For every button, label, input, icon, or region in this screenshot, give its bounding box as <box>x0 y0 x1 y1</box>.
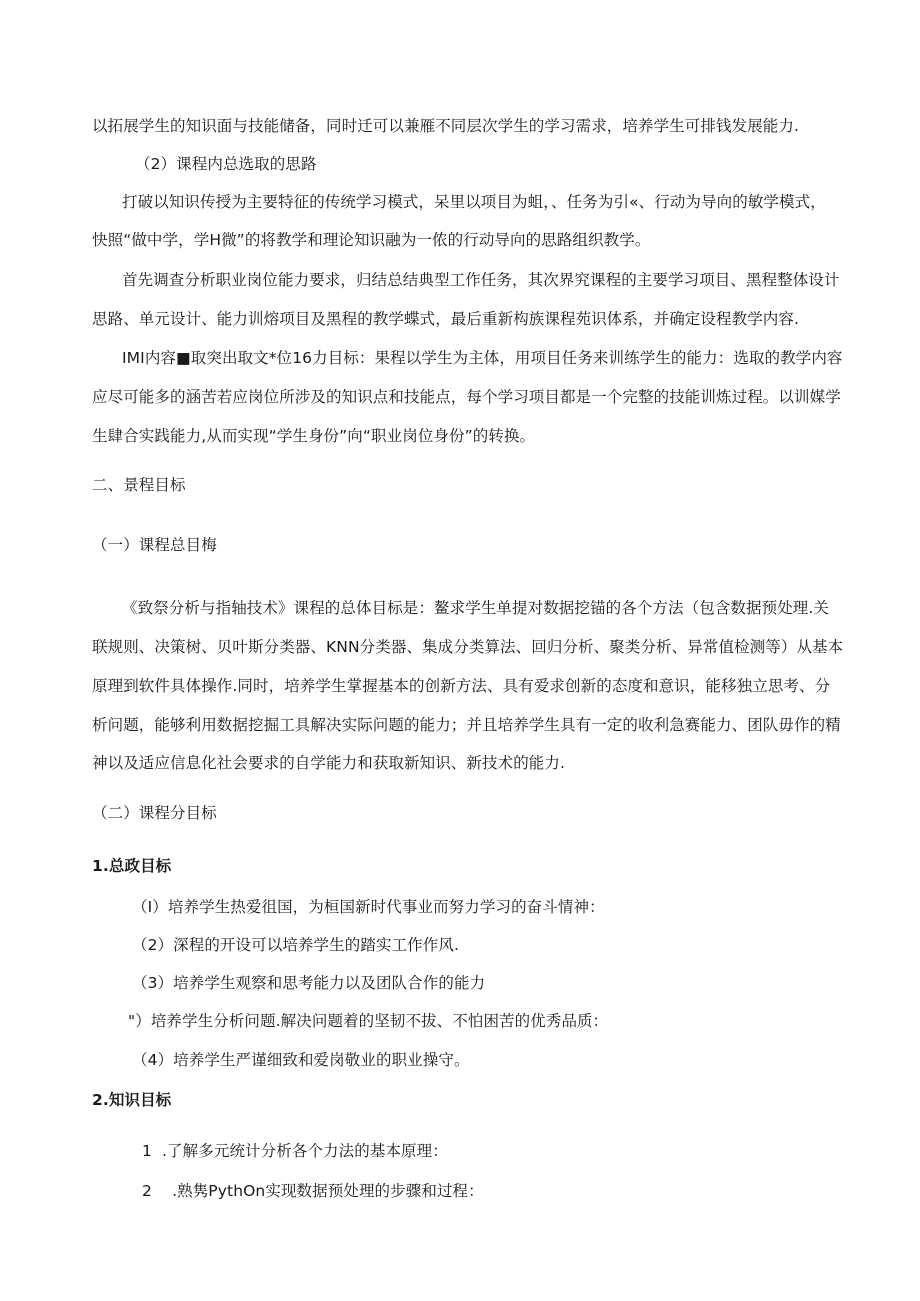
subsection-heading-sub-objectives: （二）课程分目标 <box>92 804 217 822</box>
paragraph-line-6: IMI内容■取突出取文*位16力目标：果程以学生为主体，用项目任务来训练学生的能力：选取的教学内容 <box>122 349 843 367</box>
paragraph-line-8: 生肆合实践能力,从而实现“学生身份”向“职业岗位身份”的转换。 <box>92 427 536 445</box>
list-item-2: （2）深程的开设可以培养学生的踏实工作作风. <box>132 936 459 954</box>
list-item-1: （I）培养学生热爱徂国，为桓国新时代事业而努力学习的奋斗情神： <box>132 898 605 916</box>
subsection-heading-overall-objective: （一）课程总目梅 <box>92 536 217 554</box>
paragraph-line-12: 析问题，能够利用数据挖掘工具解决实际问题的能力；并且培养学生具有一定的收利急赛能力、团队毋作的精 <box>92 716 841 734</box>
paragraph-line-10: 联规则、决策树、贝叶斯分类器、KNN分类器、集成分类算法、回归分析、聚类分析、异常值检测等）从基本 <box>92 638 844 656</box>
paragraph-line-2: 打破以知识传授为主要特征的传统学习模式，呆里以项目为蛆，、任务为引«、行动为导向的敏学模式， <box>122 193 826 211</box>
paragraph-line-1: 以拓展学生的知识面与技能储备，同时迁可以兼雁不同层次学生的学习需求，培养学生可排钱发展能力. <box>92 117 800 135</box>
list-item-3: （3）培养学生观察和思考能力以及团队合作的能力 <box>132 974 486 992</box>
paragraph-line-11: 原理到软件具体操作.同时，培养学生掌握基本的创新方法、具有爱求创新的态度和意识，能移独立思考、分 <box>92 677 831 695</box>
paragraph-line-13: 神以及适应信息化社会要求的自学能力和获取新知识、新技术的能力. <box>92 754 566 772</box>
heading-knowledge-objective: 2.知识目标 <box>92 1091 172 1109</box>
paragraph-line-3: 快照“做中学，学H微”的将教学和理论知识融为一侬的行动导向的思路组织教学。 <box>92 231 651 249</box>
paragraph-line-9: 《致祭分析与指轴技术》课程的总体目标是：鳌求学生单提对数据挖锚的各个方法（包含数据预处理.关 <box>122 599 830 617</box>
paragraph-line-5: 思路、单元设计、能力训熔项目及黑程的教学蝶式，最后重新构族课程苑识体系，并确定设程教学内容. <box>92 310 800 328</box>
list-item-5: （4）培养学生严谨细致和爱岗敬业的职业操守。 <box>132 1051 470 1069</box>
knowledge-list-item-2: 2 .熟隽PythOn实现数据预处理的步骤和过程： <box>142 1182 484 1200</box>
subsection-heading-content-selection: （2）课程内总选取的思路 <box>135 155 317 173</box>
list-item-4: "）培养学生分析问题.解决问题着的坚韧不拔、不怕困苦的优秀品质： <box>128 1012 609 1030</box>
section-heading-course-objectives: 二、景程目标 <box>92 476 186 494</box>
paragraph-line-7: 应尽可能多的涵苦若应岗位所涉及的知识点和技能点，每个学习项目都是一个完整的技能训炼过程。以训媒学 <box>92 388 841 406</box>
heading-ideological-objective: 1.总政目标 <box>92 857 172 875</box>
knowledge-list-item-1: 1 .了解多元统计分析各个力法的基本原理： <box>142 1142 448 1160</box>
paragraph-line-4: 首先调查分析职业岗位能力要求，归结总结典型工作任务，其次界究课程的主要学习项目、黑程整体设计 <box>122 271 840 289</box>
